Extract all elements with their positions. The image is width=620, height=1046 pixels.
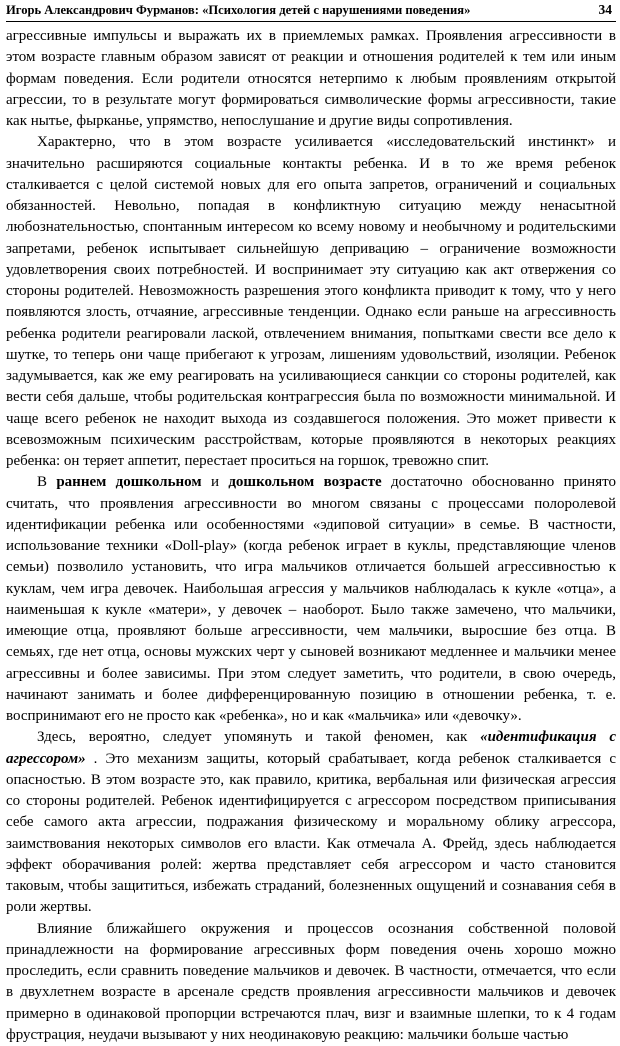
paragraph [6,26,616,132]
paragraph [6,472,616,727]
paragraph [6,919,616,1046]
text-run: агрессивные импульсы и выражать их в приемлемых рамках. Проявления агрессивности в этом возрасте главным образом зависят от реакции и отношения родителей к тем или иным формам поведения. Если родители относятся нетерпимо к любым проявлениям открытой агрессии, то в результате могут формироваться символические формы агрессивности, такие как нытье, фырканье, упрямство, непослушание и другие виды сопротивления. [6,28,616,129]
body-text [6,26,616,1046]
text-run: Характерно, что в этом возрасте усиливается «исследовательский инстинкт» и значительно расширяются социальные контакты ребенка. И в то же время ребенок сталкивается с целой системой новых для его опыта запретов, ограничений и социальных обязанностей. Невольно, попадая в конфликтную ситуацию между ненасытной любознательностью, спонтанным интересом ко всему новому и необычному и родительскими запретами, ребенок испытывает сильнейшую депривацию – ограничение возможности удовлетворения своих потребностей. И воспринимает эту ситуацию как акт отвержения со стороны родителей. Невозможность разрешения этого конфликта приводит к тому, что у него появляются злость, отчаяние, агрессивные тенденции. Однако если раньше на агрессивность ребенка родители реагировали лаской, отвлечением внимания, попытками свести все дело к шутке, то теперь они чаще прибегают к угрозам, лишениям удовольствий, изоляции. Ребенок задумывается, как же ему реагировать на усиливающиеся санкции со стороны родителей, как вести себя дальше, чтобы родительская контрагрессия была по возможности минимальной. И чаще всего ребенок не находит выхода из создавшегося положения. Это может привести к всевозможным психическим расстройствам, которые проявляются в некоторых реакциях ребенка: он теряет аппетит, перестает проситься на горшок, тревожно спит. [6,134,616,469]
paragraph [6,132,616,472]
header-title: Игорь Александрович Фурманов: «Психология детей с нарушениями поведения» [6,3,470,18]
emphasized-text: дошкольном возрасте [228,474,381,490]
text-run: достаточно обоснованно принято считать, что проявления агрессивности во многом связаны с процессами полоролевой идентификации ребенка или особенностями «эдиповой ситуации» в семье. В частности, использование техники «Doll-play» (когда ребенок играет в куклы, представляющие членов семьи) позволило установить, что игра мальчиков отличается большей агрессивностью к куклам, чем игра девочек. Наибольшая агрессия у мальчиков наблюдалась к кукле «отца», а наименьшая к кукле «матери», у девочек – наоборот. Было также замечено, что мальчики, имеющие отца, проявляют больше агрессивности, чем мальчики, выросшие без отца. В семьях, где нет отца, основы мужских черт у сыновей возникают медленнее и мальчики менее агрессивны и более зависимы. При этом следует заметить, что родители, в свою очередь, начинают занимать и более дифференцированную позицию в отношении ребенка, т. е. воспринимают его не просто как «ребенка», но и как «мальчика» или «девочку». [6,474,616,724]
page-number: 34 [599,2,613,18]
text-run: Влияние ближайшего окружения и процессов осознания собственной половой принадлежности на формирование агрессивных форм поведения очень хорошо можно проследить, если сравнить поведение мальчиков и девочек. В частности, отмечается, что если в двухлетнем возрасте в арсенале средств проявления агрессивности мальчиков и девочек примерно в одинаковой пропорции встречаются плач, визг и взаимные шлепки, то к 4 годам фрустрация, неудачи вызывают у них неодинаковую реакцию: мальчики больше частью [6,921,616,1043]
emphasized-text: раннем дошкольном [56,474,201,490]
emphasized-text: «идентификация с агрессором» [6,729,616,766]
paragraph [6,727,616,918]
text-run: и [202,474,229,490]
text-run: Здесь, вероятно, следует упомянуть и такой феномен, как [37,729,480,745]
text-run: В [37,474,56,490]
running-header [6,0,616,22]
text-run: . Это механизм защиты, который срабатывает, когда ребенок сталкивается с опасностью. В этом возрасте это, как правило, критика, вербальная или физическая агрессия со стороны родителей. Ребенок идентифицируется с агрессором посредством приписывания себе самого акта агрессии, подражания физическому и моральному облику агрессора, заимствования некоторых символов его власти. Как отмечала А. Фрейд, здесь наблюдается эффект оборачивания ролей: жертва представляет себя агрессором и часто становится таковым, чтобы защититься, избежать страданий, болезненных ощущений и сознавания себя в роли жертвы. [6,751,616,916]
